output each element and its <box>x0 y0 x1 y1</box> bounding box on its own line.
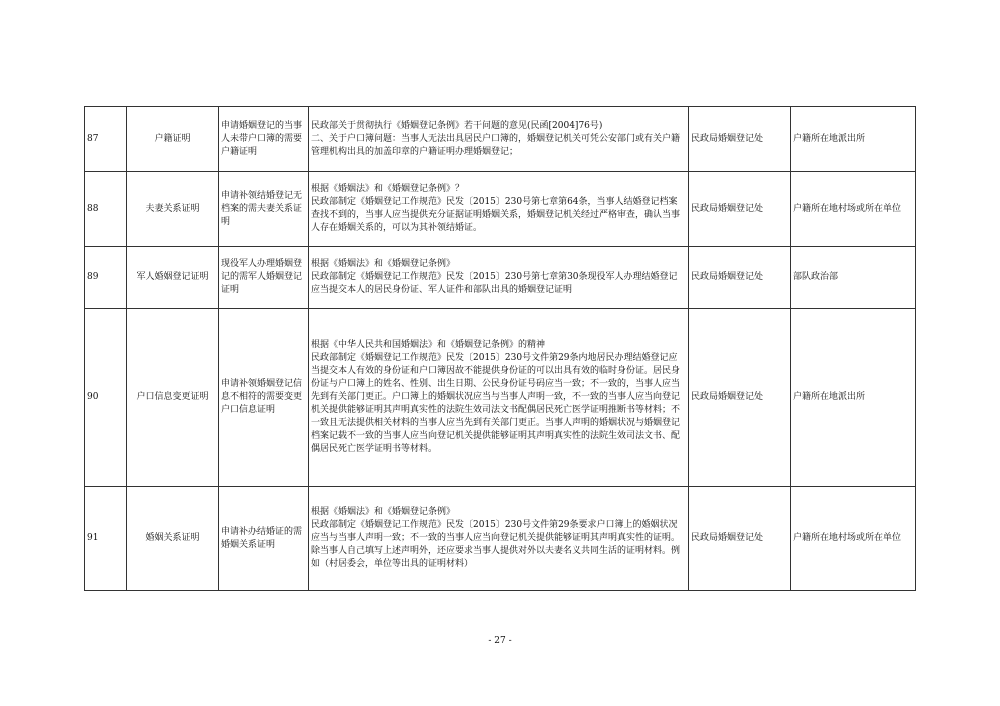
applicable-situation: 申请补领婚姻登记信息不相符的需要变更户口信息证明 <box>219 309 309 487</box>
requiring-department: 民政局婚姻登记处 <box>689 309 791 487</box>
basis-paragraph: 民政部制定《婚姻登记工作规范》民发〔2015〕230号文件第29条要求户口簿上的婚姻状况应当与当事人声明一致；不一致的当事人应当向登记机关提供能够证明其声明真实性的证明。除当事人自己填写上述声明外，还应要求当事人提供对外以夫妻名义共同生活的证明材料。例如（村居委会，单位等出具的证明材料） <box>311 520 681 569</box>
row-number: 91 <box>85 487 127 591</box>
certificate-table <box>84 106 916 591</box>
table-row <box>85 172 916 247</box>
issuing-authority: 户籍所在地派出所 <box>791 309 916 487</box>
basis-paragraph: 民政部关于贯彻执行《婚姻登记条例》若干问题的意见(民函[2004]76号) <box>311 120 603 131</box>
issuing-authority: 户籍所在地村场或所在单位 <box>791 172 916 247</box>
table-row <box>85 487 916 591</box>
certificate-name: 婚姻关系证明 <box>127 487 219 591</box>
basis-paragraph: 根据《中华人民共和国婚姻法》和《婚姻登记条例》的精神 <box>311 340 546 350</box>
row-number: 90 <box>85 309 127 487</box>
requiring-department: 民政局婚姻登记处 <box>689 172 791 247</box>
certificate-name: 户籍证明 <box>127 107 219 172</box>
basis-paragraph: 根据《婚姻法》和《婚姻登记条例》 <box>311 507 456 517</box>
row-number: 89 <box>85 247 127 309</box>
table-row <box>85 107 916 172</box>
basis-paragraph: 民政部制定《婚姻登记工作规范》民发〔2015〕230号第七章第30条现役军人办理结婚登记应当提交本人的居民身份证、军人证件和部队出具的婚姻登记证明 <box>311 272 678 295</box>
basis-paragraph: 民政部制定《婚姻登记工作规范》民发〔2015〕230号文件第29条内地居民办理结婚登记应当提交本人有效的身份证和户口簿因故不能提供身份证的可以出具有效的临时身份证。居民身份证与户口簿上的姓名、性别、出生日期、公民身份证号码应当一致；不一致的，当事人应当先到有关部门更正。户口簿上的婚姻状况应当与当事人声明一致，不一致的当事人应当向登记机关提供能够证明其声明真实性的法院生效司法文书配偶居民死亡医学证明推断书等材料；不一致且无法提供相关材料的当事人应当先到有关部门更正。当事人声明的婚姻状况与婚姻登记档案记载不一致的当事人应当向登记机关提供能够证明其声明真实性的法院生效司法文书、配偶居民死亡医学证明书等材料。 <box>311 353 681 454</box>
certificate-name: 户口信息变更证明 <box>127 309 219 487</box>
certificate-name: 夫妻关系证明 <box>127 172 219 247</box>
legal-basis <box>309 487 689 591</box>
issuing-authority: 户籍所在地派出所 <box>791 107 916 172</box>
legal-basis <box>309 247 689 309</box>
requiring-department: 民政局婚姻登记处 <box>689 247 791 309</box>
requiring-department: 民政局婚姻登记处 <box>689 487 791 591</box>
basis-paragraph: 根据《婚姻法》和《婚姻登记条例》 <box>311 259 456 269</box>
legal-basis <box>309 107 689 172</box>
basis-paragraph: 二、关于户口簿问题：当事人无法出具居民户口簿的，婚姻登记机关可凭公安部门或有关户籍管理机构出具的加盖印章的户籍证明办理婚姻登记； <box>311 133 681 157</box>
applicable-situation: 申请补领结婚登记无档案的需夫妻关系证明 <box>219 172 309 247</box>
applicable-situation: 现役军人办理婚姻登记的需军人婚姻登记证明 <box>219 247 309 309</box>
row-number: 87 <box>85 107 127 172</box>
table-row <box>85 309 916 487</box>
applicable-situation: 申请婚姻登记的当事人未带户口簿的需要户籍证明 <box>219 107 309 172</box>
legal-basis <box>309 172 689 247</box>
issuing-authority: 户籍所在地村场或所在单位 <box>791 487 916 591</box>
page-number: - 27 - <box>488 636 512 646</box>
certificate-name: 军人婚姻登记证明 <box>127 247 219 309</box>
requiring-department: 民政局婚姻登记处 <box>689 107 791 172</box>
table-row <box>85 247 916 309</box>
issuing-authority: 部队政治部 <box>791 247 916 309</box>
basis-paragraph: 民政部制定《婚姻登记工作规范》民发〔2015〕230号第七章第64条，当事人结婚登记档案查找不到的，当事人应当提供充分证据证明婚姻关系，婚姻登记机关经过严格审查，确认当事人存在婚姻关系的，可以为其补领结婚证。 <box>311 197 681 233</box>
row-number: 88 <box>85 172 127 247</box>
legal-basis <box>309 309 689 487</box>
basis-paragraph: 根据《婚姻法》和《婚姻登记条例》？ <box>311 184 465 194</box>
applicable-situation: 申请补办结婚证的需婚姻关系证明 <box>219 487 309 591</box>
